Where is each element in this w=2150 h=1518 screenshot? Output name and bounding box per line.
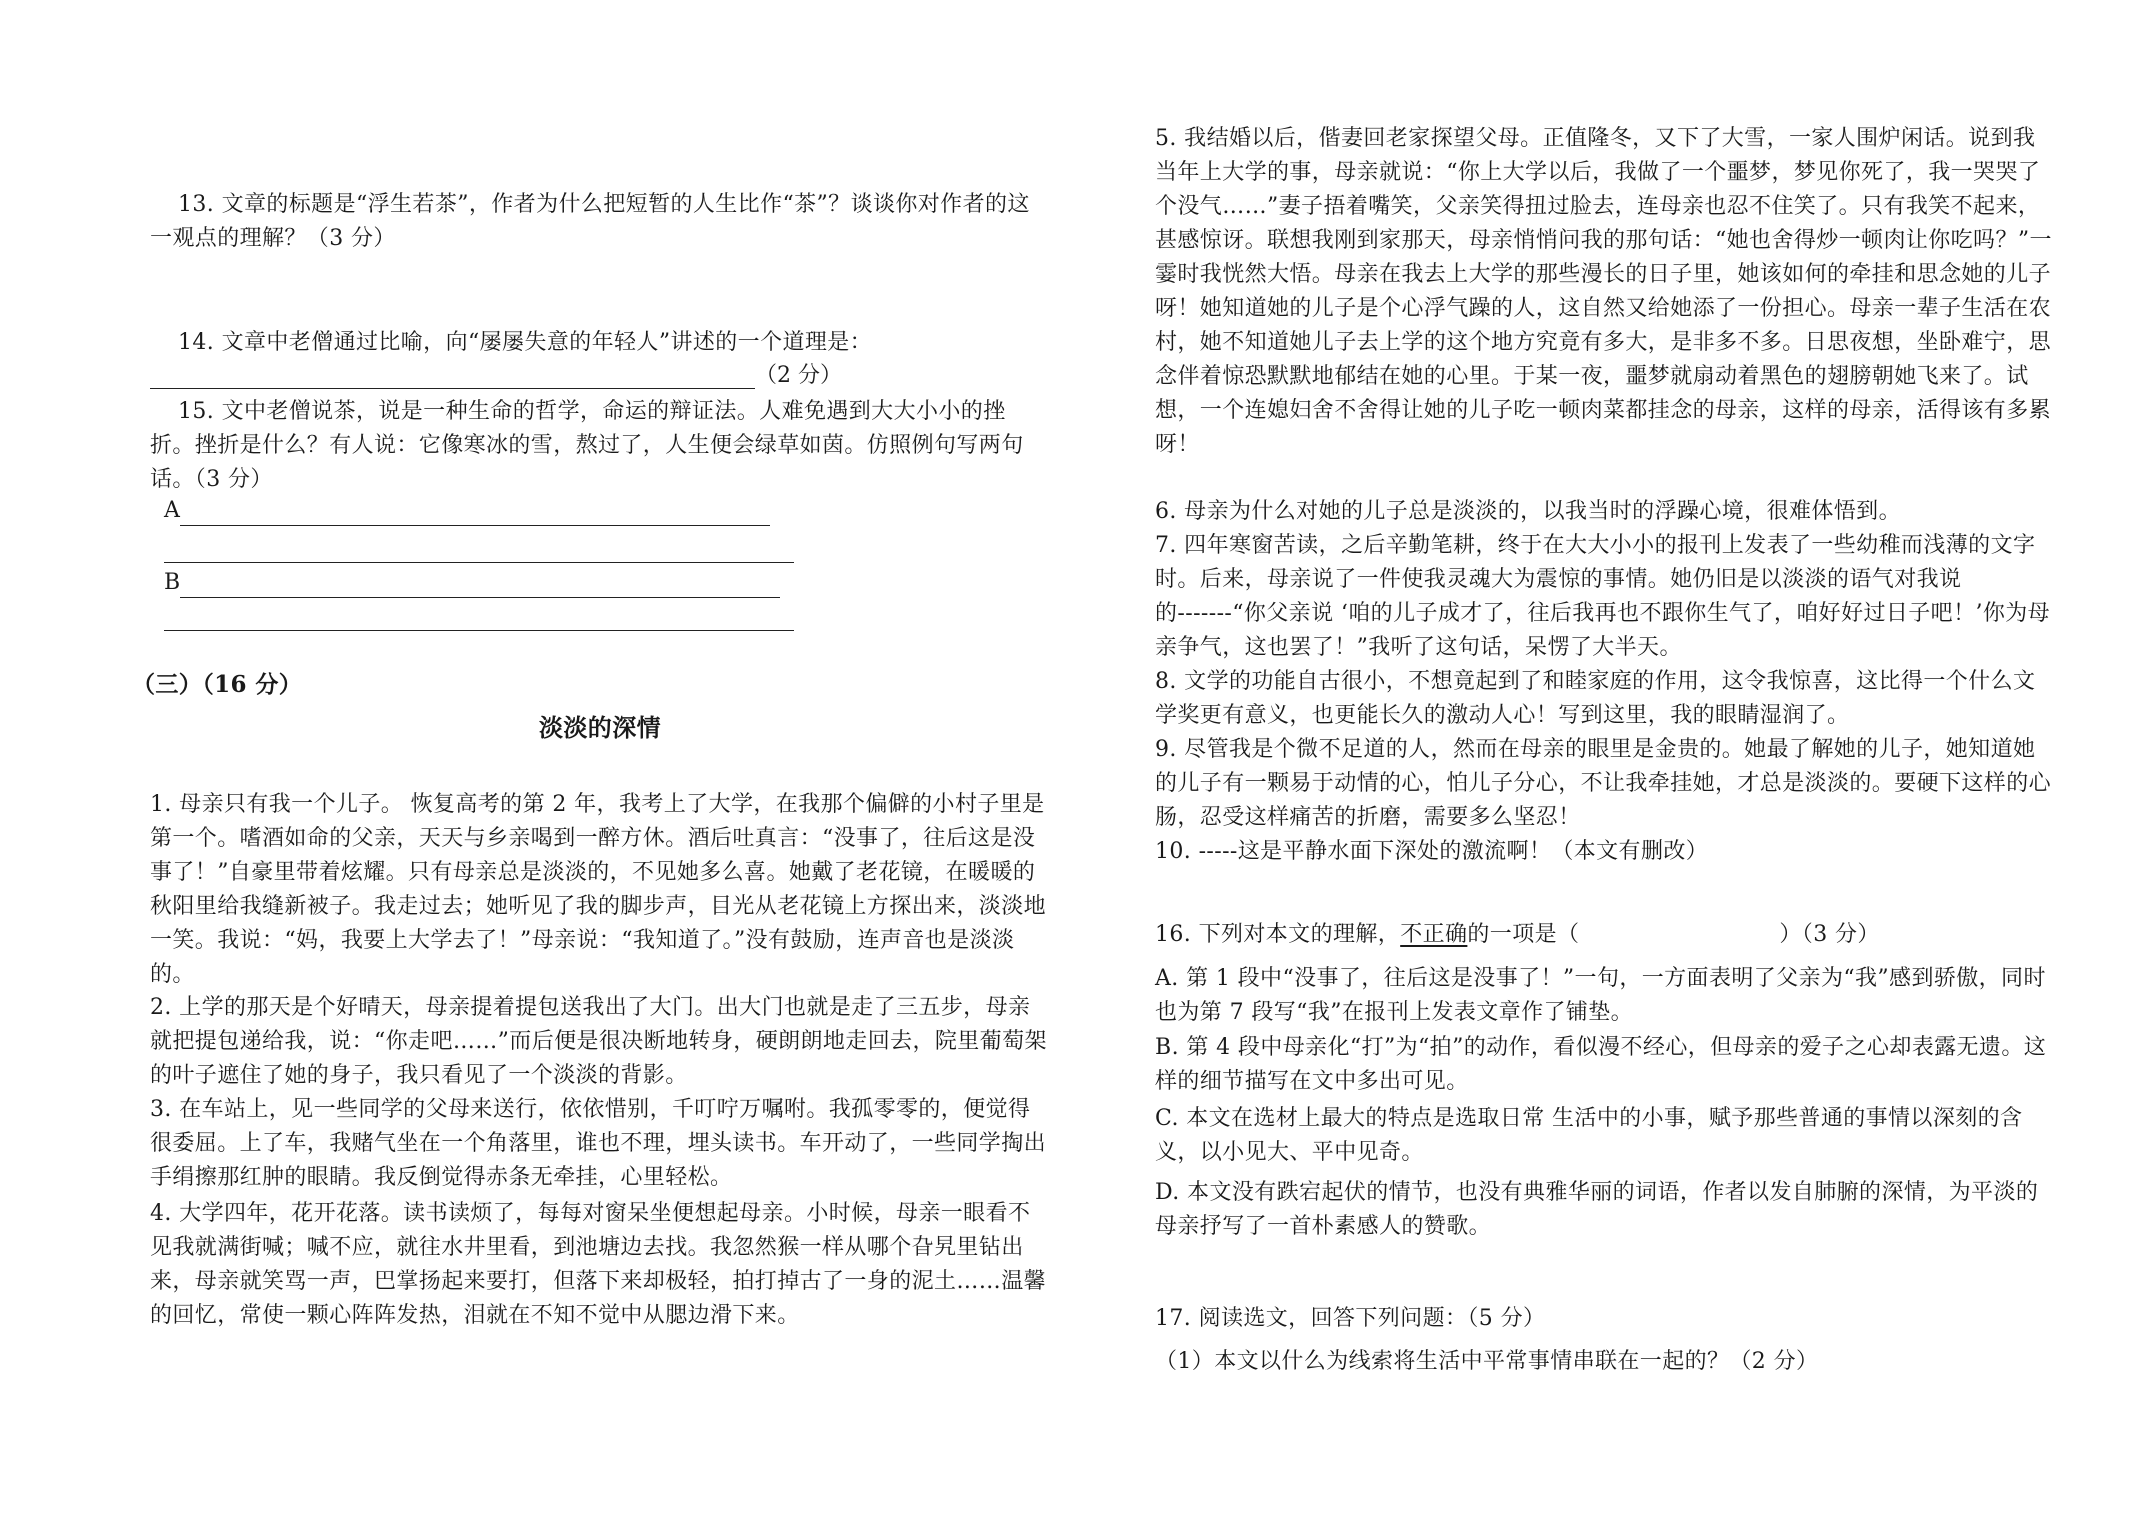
paragraph-1: 1. 母亲只有我一个儿子。 恢复高考的第 2 年，我考上了大学，在我那个偏僻的小村子里是第一个。嗜酒如命的父亲，天天与乡亲喝到一醉方休。酒后吐真言：“没事了，往后这是没事了！”自豪里带着炫耀。只有母亲总是淡淡的，不见她多么喜。她戴了老花镜，在暖暖的秋阳里给我缝新被子。我走过去；她听见了我的脚步声，目光从老花镜上方探出来，淡淡地一笑。我说：“妈，我要上大学去了！”母亲说：“我知道了。”没有鼓励，连声音也是淡淡的。 <box>150 792 1047 987</box>
answer-b-line-2[interactable] <box>164 602 794 631</box>
answer-a-continuation-row <box>164 534 1064 563</box>
question-16-emphasis: 不正确 <box>1400 922 1468 947</box>
question-17-part-1: （1）本文以什么为线索将生活中平常事情串联在一起的？（2 分） <box>1155 1349 1819 1374</box>
paragraph-7: 7. 四年寒窗苦读，之后辛勤笔耕，终于在大大小小的报刊上发表了一些幼稚而浅薄的文字时。后来，母亲说了一件使我灵魂大为震惊的事情。她仍旧是以淡淡的语气对我说的‐‐‐‐‐‐‐“你父亲说 ‘咱的儿子成才了，往后我再也不跟你生气了，咱好好过日子吧！’你为母亲争气，这也罢了！”我听了这句话，呆愣了大半天。 <box>1155 533 2051 660</box>
answer-blank[interactable] <box>150 358 755 389</box>
option-c: C. 本文在选材上最大的特点是选取日常 生活中的小事，赋予那些普通的事情以深刻的含义，以小见大、平中见奇。 <box>1155 1106 2023 1165</box>
question-15: 15. 文中老僧说茶，说是一种生命的哲学，命运的辩证法。人难免遇到大大小小的挫折。挫折是什么？有人说：它像寒冰的雪，熬过了，人生便会绿草如茵。仿照例句写两句话。（3 分） <box>150 399 1024 492</box>
option-b: B. 第 4 段中母亲化“打”为“拍”的动作，看似漫不经心，但母亲的爱子之心却表露无遗。这样的细节描写在文中多出可见。 <box>1155 1035 2047 1094</box>
question-16-suffix: ）（3 分） <box>1779 922 1880 947</box>
answer-b-row <box>164 568 1064 598</box>
question-16-middle: 的一项是（ <box>1467 922 1580 947</box>
question-17: 17. 阅读选文，回答下列问题：（5 分） <box>1155 1306 1546 1331</box>
section-3-heading: （三）（16 分） <box>132 671 303 698</box>
paragraph-10: 10. ‐‐‐‐‐这是平静水面下深处的激流啊！（本文有删改） <box>1155 839 1709 864</box>
question-13: 13. 文章的标题是“浮生若茶”，作者为什么把短暂的人生比作“茶”？谈谈你对作者的这一观点的理解？（3 分） <box>150 192 1030 251</box>
question-16 <box>1155 918 2055 952</box>
answer-b-label: B <box>164 570 181 595</box>
answer-a-label: A <box>164 498 180 523</box>
paragraph-5: 5. 我结婚以后，偕妻回老家探望父母。正值隆冬，又下了大雪，一家人围炉闲话。说到我当年上大学的事，母亲就说：“你上大学以后，我做了一个噩梦，梦见你死了，我一哭哭了个没气……”妻子捂着嘴笑，父亲笑得扭过脸去，连母亲也忍不住笑了。只有我笑不起来，甚感惊讶。联想我刚到家那天，母亲悄悄问我的那句话：“她也舍得炒一顿肉让你吃吗？”一霎时我恍然大悟。母亲在我去上大学的那些漫长的日子里，她该如何的牵挂和思念她的儿子呀！她知道她的儿子是个心浮气躁的人，这自然又给她添了一份担心。母亲一辈子生活在农村，她不知道她儿子去上学的这个地方究竟有多大，是非多不多。日思夜想，坐卧难宁，思念伴着惊恐默默地郁结在她的心里。于某一夜，噩梦就扇动着黑色的翅膀朝她飞来了。试想，一个连媳妇舍不舍得让她的儿子吃一顿肉菜都挂念的母亲，这样的母亲，活得该有多累呀！ <box>1155 126 2052 457</box>
answer-a-row <box>164 496 1064 526</box>
question-14-score: （2 分） <box>755 363 842 388</box>
paragraph-2: 2. 上学的那天是个好晴天，母亲提着提包送我出了大门。出大门也就是走了三五步，母亲就把提包递给我，说：“你走吧……”而后便是很决断地转身，硬朗朗地走回去，院里葡萄架的叶子遮住了她的身子，我只看见了一个淡淡的背影。 <box>150 995 1047 1088</box>
answer-b-continuation-row <box>164 602 1064 631</box>
article-title: 淡淡的深情 <box>539 713 661 742</box>
paragraph-3: 3. 在车站上，见一些同学的父母来送行，依依惜别，千叮咛万嘱咐。我孤零零的，便觉得很委屈。上了车，我赌气坐在一个角落里，谁也不理，埋头读书。车开动了，一些同学掏出手绢擦那红肿的眼睛。我反倒觉得赤条无牵挂，心里轻松。 <box>150 1097 1047 1190</box>
paragraph-9: 9. 尽管我是个微不足道的人，然而在母亲的眼里是金贵的。她最了解她的儿子，她知道她的儿子有一颗易于动情的心，怕儿子分心，不让我牵挂她，才总是淡淡的。要硬下这样的心肠，忍受这样痛苦的折磨，需要多么坚忍！ <box>1155 737 2052 830</box>
answer-a-line-2[interactable] <box>164 534 794 563</box>
paragraph-4: 4. 大学四年，花开花落。读书读烦了，每每对窗呆坐便想起母亲。小时候，母亲一眼看不见我就满街喊；喊不应，就往水井里看，到池塘边去找。我忽然猴一样从哪个旮旯里钻出来，母亲就笑骂一声，巴掌扬起来要打，但落下来却极轻，拍打掉古了一身的泥土……温馨的回忆，常使一颗心阵阵发热，泪就在不知不觉中从腮边滑下来。 <box>150 1201 1047 1328</box>
answer-b-line[interactable] <box>180 569 780 598</box>
option-a: A. 第 1 段中“没事了，往后这是没事了！”一句，一方面表明了父亲为“我”感到骄傲，同时也为第 7 段写“我”在报刊上发表文章作了铺垫。 <box>1155 966 2046 1025</box>
option-d: D. 本文没有跌宕起伏的情节，也没有典雅华丽的词语，作者以发自肺腑的深情，为平淡的母亲抒写了一首朴素感人的赞歌。 <box>1155 1180 2039 1239</box>
answer-a-line[interactable] <box>180 497 770 526</box>
paragraph-6: 6. 母亲为什么对她的儿子总是淡淡的，以我当时的浮躁心境，很难体悟到。 <box>1155 499 1901 524</box>
paragraph-8: 8. 文学的功能自古很小，不想竟起到了和睦家庭的作用，这令我惊喜，这比得一个什么文学奖更有意义，也更能长久的激动人心！写到这里，我的眼睛湿润了。 <box>1155 669 2036 728</box>
question-16-prefix: 16. 下列对本文的理解， <box>1155 922 1401 947</box>
question-14: 14. 文章中老僧通过比喻，向“屡屡失意的年轻人”讲述的一个道理是： <box>178 330 873 355</box>
question-14-answer-row <box>150 358 1050 389</box>
